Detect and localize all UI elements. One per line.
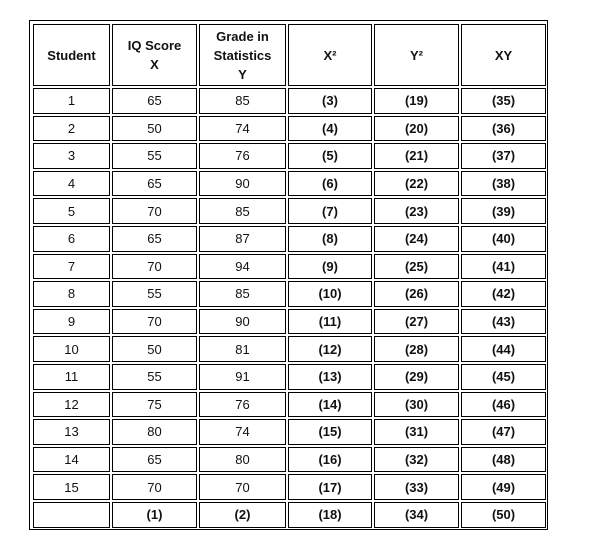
table-row: [33, 309, 546, 335]
table-cell-iq: 70: [112, 309, 197, 335]
table-cell-student: 14: [33, 447, 110, 473]
table-cell-x2: (9): [288, 254, 372, 280]
table-cell-xy: (41): [461, 254, 546, 280]
table-cell-xy: (42): [461, 281, 546, 307]
column-header-line: Statistics: [213, 47, 272, 63]
table-cell-x2: (12): [288, 336, 372, 362]
table-cell-student: 1: [33, 88, 110, 114]
table-cell-iq: 75: [112, 392, 197, 418]
table-cell-grade: 85: [199, 88, 286, 114]
table-row: [33, 474, 546, 500]
column-header-line: X: [150, 57, 159, 72]
table-cell-grade: 70: [199, 474, 286, 500]
table-cell-x2: (10): [288, 281, 372, 307]
table-cell-iq: 50: [112, 336, 197, 362]
column-header-y2: [374, 24, 459, 86]
column-header-iq: [112, 24, 197, 86]
table-cell-student: 12: [33, 392, 110, 418]
table-row: [33, 143, 546, 169]
table-row: [33, 447, 546, 473]
table-row: [33, 198, 546, 224]
totals-row: [33, 502, 546, 528]
table-row: [33, 116, 546, 142]
table-cell-student: 13: [33, 419, 110, 445]
table-cell-student: [33, 502, 110, 528]
table-row: [33, 419, 546, 445]
column-header-line: XY: [494, 47, 513, 63]
table-cell-x2: (14): [288, 392, 372, 418]
table-cell-y2: (33): [374, 474, 459, 500]
table-cell-xy: (36): [461, 116, 546, 142]
table-cell-grade: 76: [199, 143, 286, 169]
table-cell-x2: (7): [288, 198, 372, 224]
table-cell-y2: (23): [374, 198, 459, 224]
table-cell-grade: 74: [199, 116, 286, 142]
table-cell-x2: (11): [288, 309, 372, 335]
column-header-line: IQ Score: [127, 38, 182, 53]
table-cell-y2: (25): [374, 254, 459, 280]
table-cell-grade: 90: [199, 171, 286, 197]
student-statistics-table: [31, 22, 548, 530]
table-cell-grade: 81: [199, 336, 286, 362]
table-cell-xy: (45): [461, 364, 546, 390]
table-cell-iq: 65: [112, 171, 197, 197]
column-header-line: X²: [323, 47, 337, 63]
table-cell-xy: (48): [461, 447, 546, 473]
table-cell-y2: (27): [374, 309, 459, 335]
table-cell-x2: (3): [288, 88, 372, 114]
table-cell-xy: (40): [461, 226, 546, 252]
table-cell-y2: (21): [374, 143, 459, 169]
column-header-line: Student: [47, 47, 96, 63]
table-row: [33, 364, 546, 390]
table-cell-y2: (22): [374, 171, 459, 197]
table-cell-iq: 70: [112, 474, 197, 500]
table-cell-grade: 90: [199, 309, 286, 335]
table-body: [33, 88, 546, 528]
table-cell-y2: (20): [374, 116, 459, 142]
table-cell-xy: (49): [461, 474, 546, 500]
table-row: [33, 254, 546, 280]
table-cell-y2: (19): [374, 88, 459, 114]
table-cell-y2: (24): [374, 226, 459, 252]
column-header-line: Y²: [410, 47, 423, 63]
table-cell-student: 3: [33, 143, 110, 169]
table-cell-xy: (46): [461, 392, 546, 418]
table-cell-iq: 55: [112, 281, 197, 307]
table-cell-x2: (15): [288, 419, 372, 445]
table-cell-xy: (37): [461, 143, 546, 169]
column-header-grade: [199, 24, 286, 86]
table-cell-student: 7: [33, 254, 110, 280]
table-cell-iq: 65: [112, 447, 197, 473]
table-cell-iq: 55: [112, 143, 197, 169]
table-cell-student: 6: [33, 226, 110, 252]
table-cell-xy: (44): [461, 336, 546, 362]
table-cell-x2: (4): [288, 116, 372, 142]
table-row: [33, 226, 546, 252]
table-cell-grade: 76: [199, 392, 286, 418]
table-cell-student: 11: [33, 364, 110, 390]
table-row: [33, 392, 546, 418]
table-cell-xy: (38): [461, 171, 546, 197]
table-cell-student: 10: [33, 336, 110, 362]
table-cell-grade: 91: [199, 364, 286, 390]
table-cell-xy: (35): [461, 88, 546, 114]
table-cell-x2: (18): [288, 502, 372, 528]
column-header-student: [33, 24, 110, 86]
table-row: [33, 281, 546, 307]
table-cell-student: 4: [33, 171, 110, 197]
table-cell-y2: (26): [374, 281, 459, 307]
table-cell-y2: (28): [374, 336, 459, 362]
table-cell-xy: (50): [461, 502, 546, 528]
table-cell-grade: 85: [199, 281, 286, 307]
table-cell-xy: (39): [461, 198, 546, 224]
table-cell-student: 8: [33, 281, 110, 307]
table-cell-grade: (2): [199, 502, 286, 528]
table-cell-y2: (34): [374, 502, 459, 528]
table-cell-x2: (6): [288, 171, 372, 197]
table-cell-student: 15: [33, 474, 110, 500]
table-cell-iq: 55: [112, 364, 197, 390]
column-header-line: Grade in: [216, 28, 269, 44]
column-header-line: Y: [238, 66, 247, 82]
table-cell-iq: 50: [112, 116, 197, 142]
table-cell-xy: (43): [461, 309, 546, 335]
table-cell-y2: (29): [374, 364, 459, 390]
table-cell-grade: 87: [199, 226, 286, 252]
table-cell-iq: 65: [112, 88, 197, 114]
column-header-x2: [288, 24, 372, 86]
table-cell-iq: (1): [112, 502, 197, 528]
header-row: [33, 24, 546, 86]
table-cell-iq: 80: [112, 419, 197, 445]
table-cell-x2: (13): [288, 364, 372, 390]
table-cell-xy: (47): [461, 419, 546, 445]
table-cell-iq: 70: [112, 254, 197, 280]
table-cell-y2: (31): [374, 419, 459, 445]
table-cell-grade: 94: [199, 254, 286, 280]
table-cell-x2: (16): [288, 447, 372, 473]
table-cell-x2: (8): [288, 226, 372, 252]
table-row: [33, 336, 546, 362]
table-cell-iq: 65: [112, 226, 197, 252]
column-header-xy: [461, 24, 546, 86]
table-row: [33, 88, 546, 114]
table-cell-student: 2: [33, 116, 110, 142]
table-cell-x2: (17): [288, 474, 372, 500]
table-row: [33, 171, 546, 197]
table-cell-student: 9: [33, 309, 110, 335]
table-cell-grade: 74: [199, 419, 286, 445]
table-cell-iq: 70: [112, 198, 197, 224]
table-cell-grade: 85: [199, 198, 286, 224]
table-cell-y2: (32): [374, 447, 459, 473]
table-cell-student: 5: [33, 198, 110, 224]
table-cell-grade: 80: [199, 447, 286, 473]
table-cell-y2: (30): [374, 392, 459, 418]
table-cell-x2: (5): [288, 143, 372, 169]
